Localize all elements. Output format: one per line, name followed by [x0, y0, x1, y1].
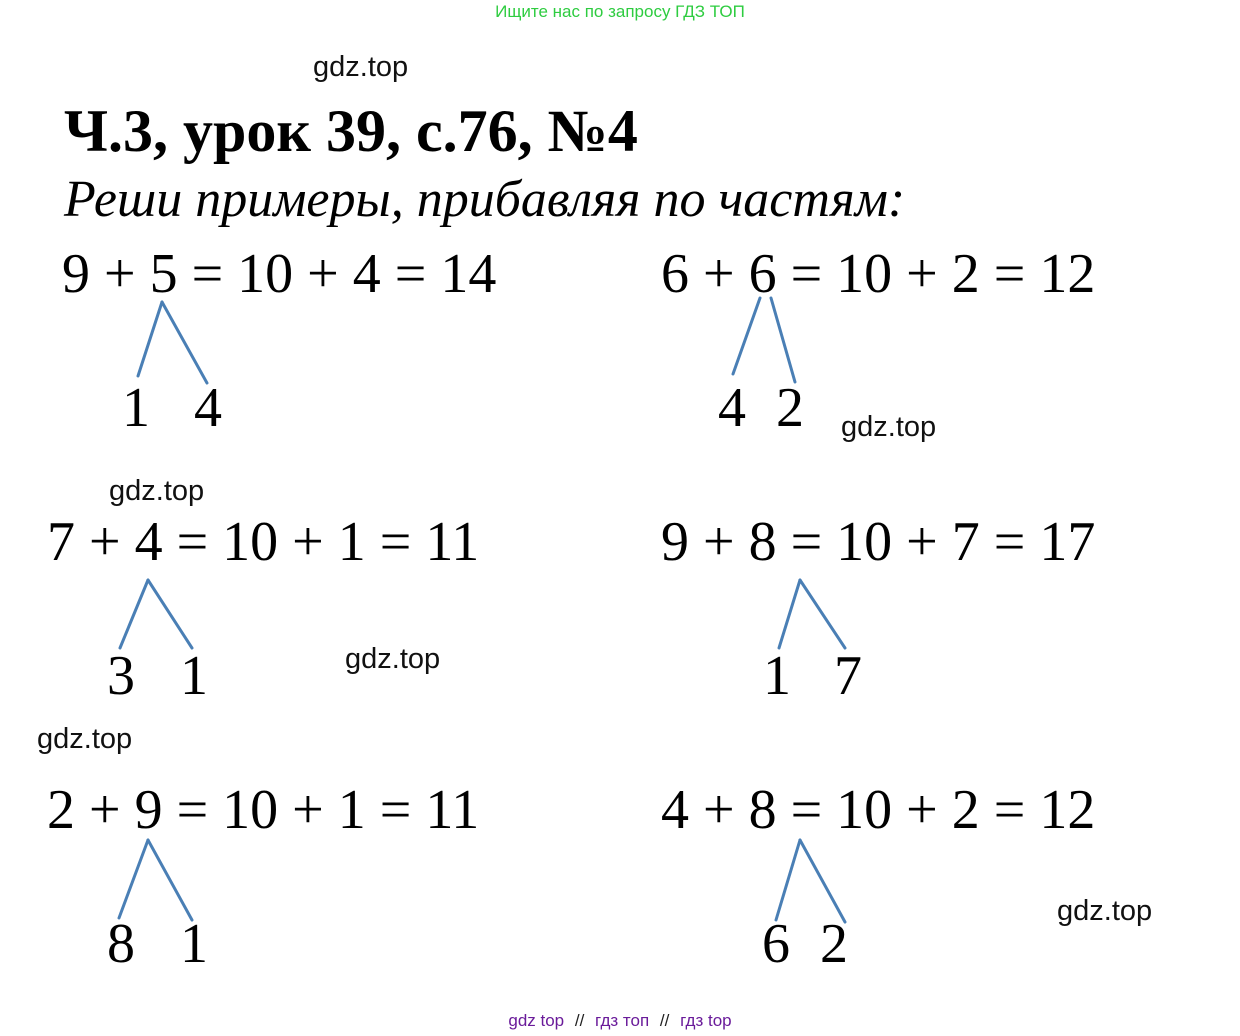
equation: 4 + 8 = 10 + 2 = 12 [661, 779, 1096, 841]
branch-line [733, 298, 760, 374]
decomposition-part: 7 [834, 645, 862, 707]
decomposition-part: 2 [820, 913, 848, 975]
decomposition-part: 2 [776, 377, 804, 439]
watermark: gdz.top [1057, 895, 1153, 927]
equation: 9 + 5 = 10 + 4 = 14 [62, 243, 497, 305]
branch-line [771, 298, 795, 382]
branch-line [119, 840, 148, 918]
watermark: gdz.top [841, 411, 937, 443]
watermark: gdz.top [37, 723, 133, 755]
equation: 6 + 6 = 10 + 2 = 12 [661, 243, 1096, 305]
decomposition-part: 8 [107, 913, 135, 975]
decomposition-part: 4 [194, 377, 222, 439]
task-instruction: Реши примеры, прибавляя по частям: [64, 171, 906, 228]
decomposition-part: 6 [762, 913, 790, 975]
branch-line [148, 580, 192, 648]
branch-line [776, 840, 800, 920]
branch-line [779, 580, 800, 648]
equation: 9 + 8 = 10 + 7 = 17 [661, 511, 1096, 573]
page-title: Ч.3, урок 39, с.76, №4 [64, 98, 638, 164]
bottom-banner-item: гдз top [680, 1011, 732, 1030]
bottom-banner-separator: // [659, 1011, 670, 1030]
equation: 2 + 9 = 10 + 1 = 11 [47, 779, 480, 841]
bottom-banner [0, 1011, 1240, 1031]
branch-line [800, 840, 845, 922]
top-banner: Ищите нас по запросу ГДЗ ТОП [495, 2, 745, 21]
decomposition-part: 1 [122, 377, 150, 439]
bottom-banner-separator: // [574, 1011, 585, 1030]
watermark: gdz.top [313, 51, 409, 83]
decomposition-part: 1 [763, 645, 791, 707]
branch-line [148, 840, 192, 920]
watermark: gdz.top [345, 643, 441, 675]
branch-line [120, 580, 148, 648]
branch-line [162, 302, 207, 383]
decomposition-part: 4 [718, 377, 746, 439]
bottom-banner-item: гдз топ [595, 1011, 650, 1030]
equation: 7 + 4 = 10 + 1 = 11 [47, 511, 480, 573]
branch-line [138, 302, 162, 376]
decomposition-part: 1 [180, 913, 208, 975]
bottom-banner-item: gdz top [508, 1011, 565, 1030]
decomposition-part: 1 [180, 645, 208, 707]
branch-line [800, 580, 845, 648]
watermark: gdz.top [109, 475, 205, 507]
decomposition-part: 3 [107, 645, 135, 707]
